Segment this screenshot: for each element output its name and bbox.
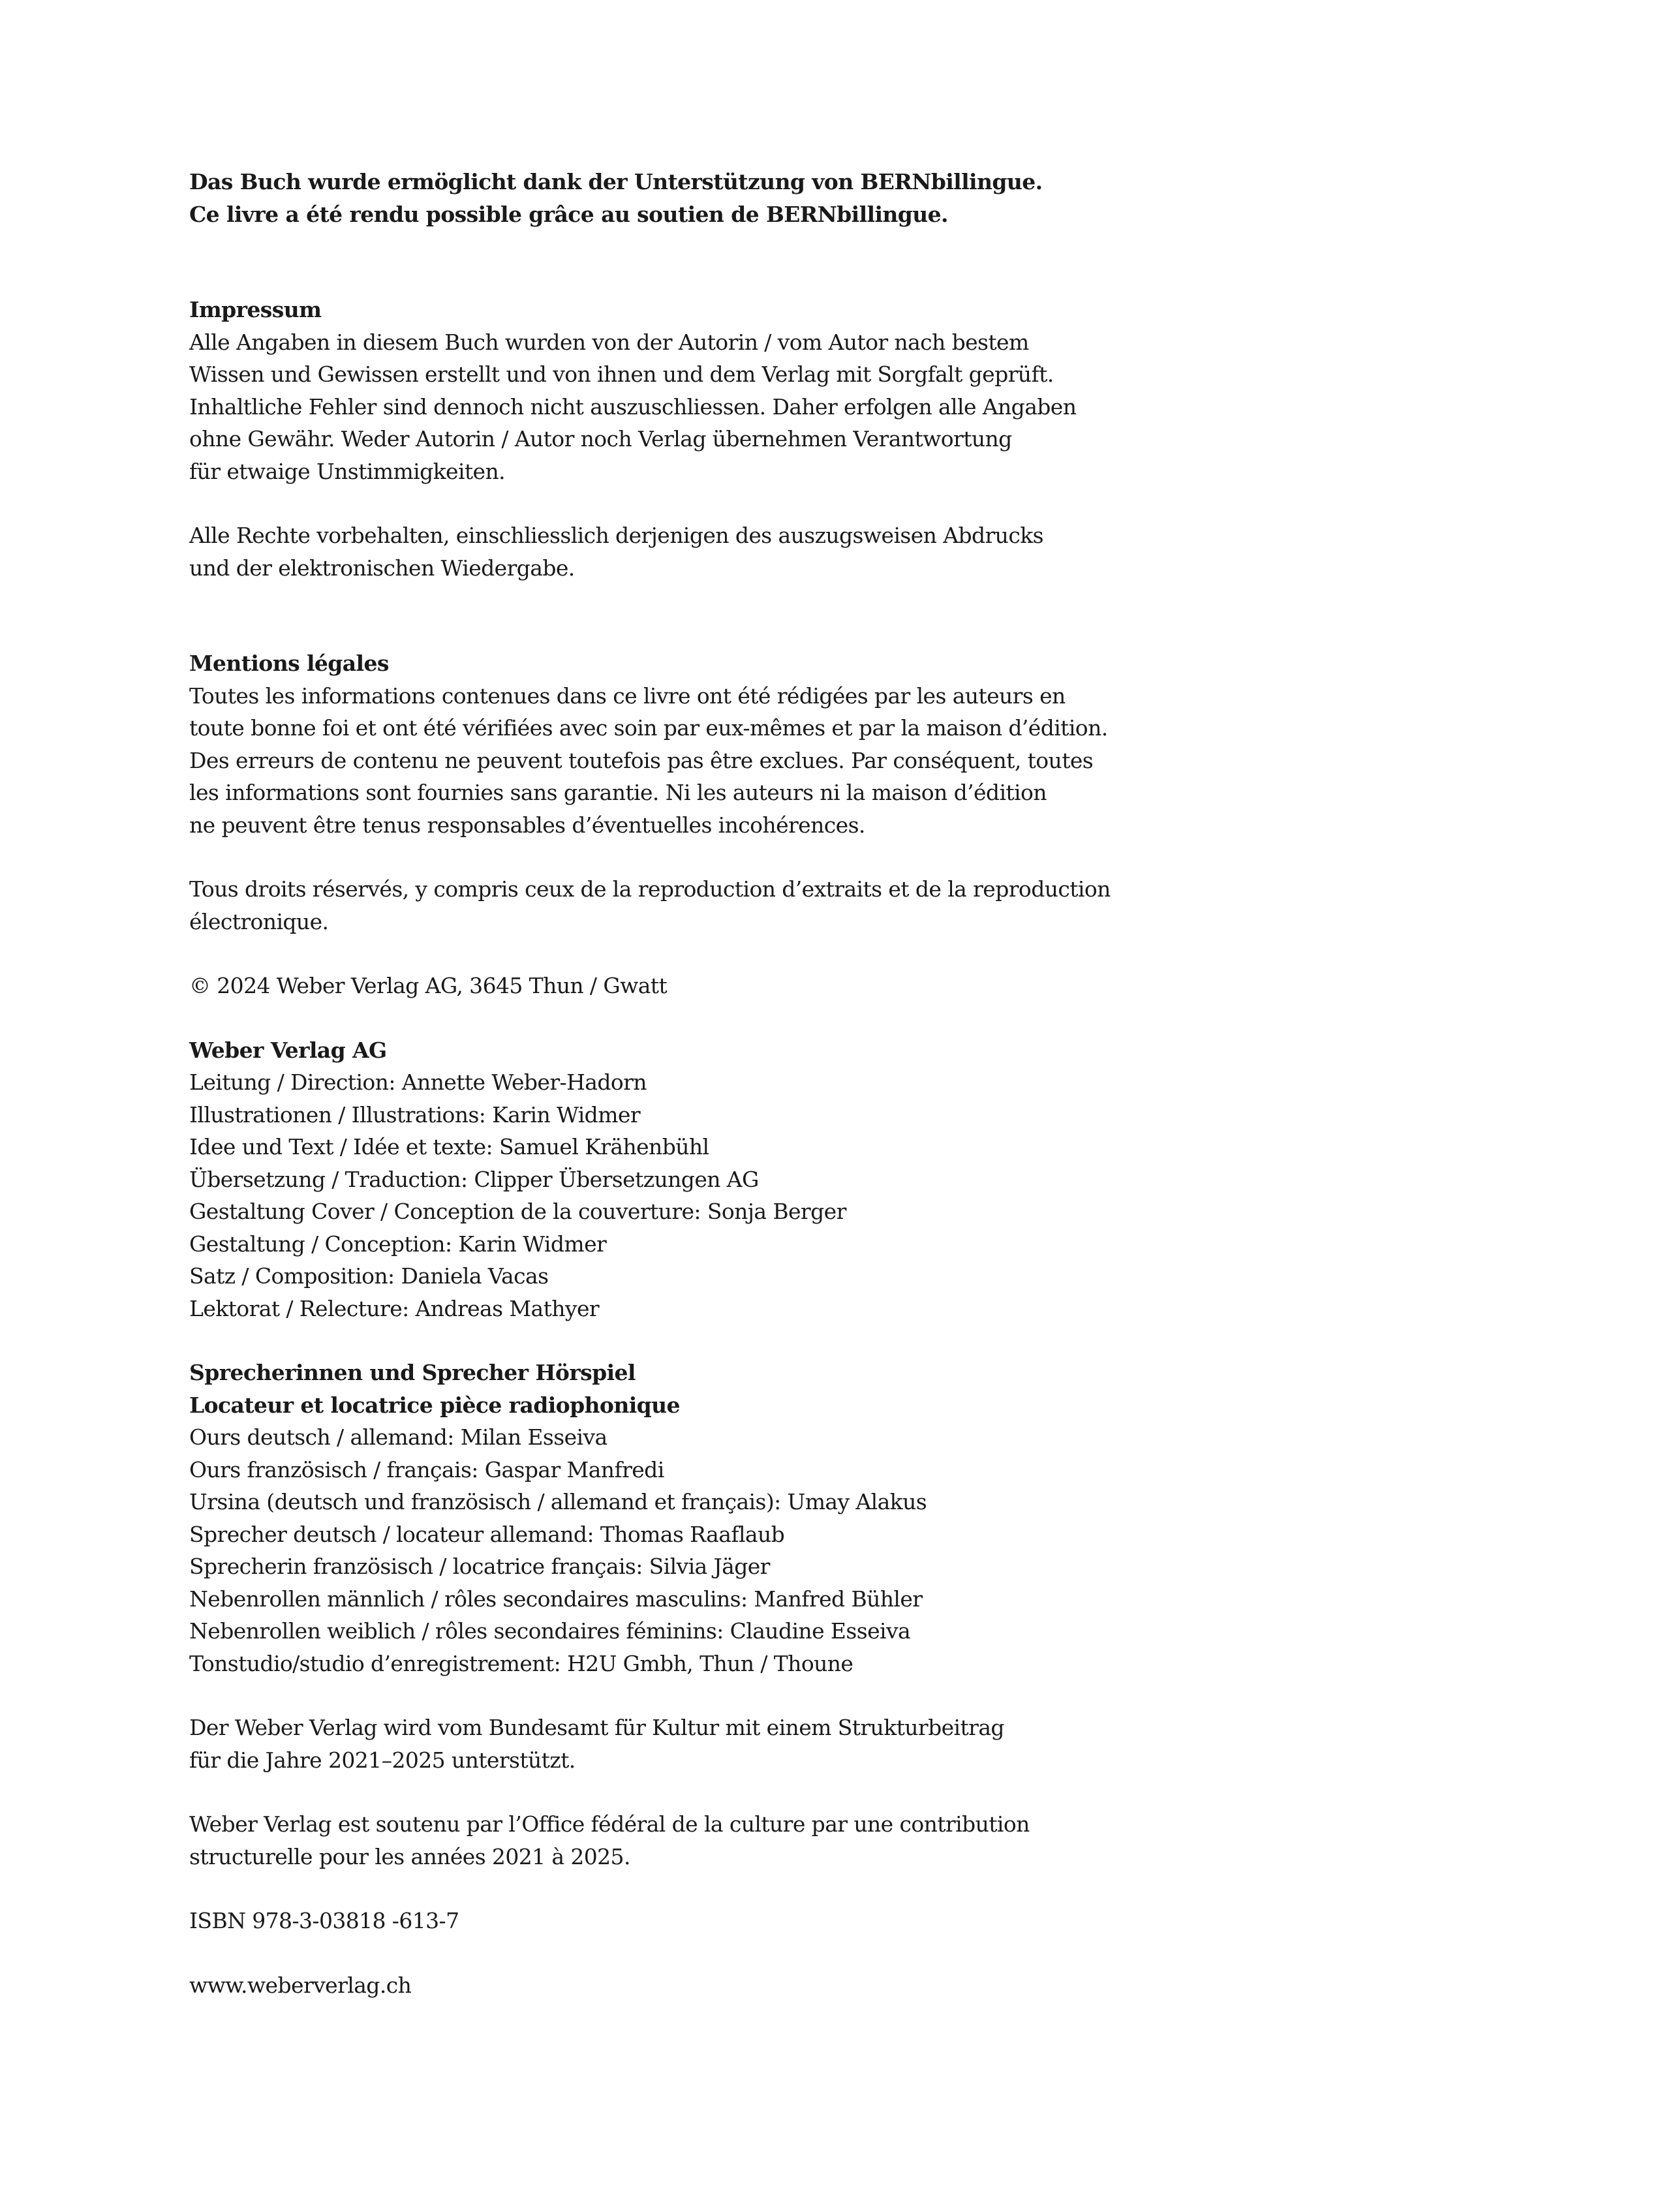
impressum-heading: Impressum [189,297,322,322]
impressum-section [189,294,1181,584]
credit-line: Ours deutsch / allemand: Milan Esseiva [189,1424,607,1450]
speakers-section [189,1357,1181,1680]
text-line: und der elektronischen Wiedergabe. [189,555,575,581]
text-line: Wissen und Gewissen erstellt und von ihnen und dem Verlag mit Sorgfalt geprüft. [189,361,1054,387]
text-line: Weber Verlag est soutenu par l’Office fédéral de la culture par une contribution [189,1811,1030,1837]
text-line: Des erreurs de contenu ne peuvent toutefois pas être exclues. Par conséquent, toutes [189,747,1094,773]
text-line: les informations sont fournies sans garantie. Ni les auteurs ni la maison d’édition [189,780,1047,805]
publisher-section [189,1034,1181,1325]
text-line: für die Jahre 2021–2025 unterstützt. [189,1747,576,1773]
publisher-heading: Weber Verlag AG [189,1037,387,1063]
text-line: Alle Rechte vorbehalten, einschliesslich derjenigen des auszugsweisen Abdrucks [189,523,1043,548]
mentions-heading: Mentions légales [189,651,389,676]
credit-line: Illustrationen / Illustrations: Karin Widmer [189,1101,640,1128]
credit-line: Nebenrollen männlich / rôles secondaires masculins: Manfred Bühler [189,1586,923,1612]
copyright-notice: © 2024 Weber Verlag AG, 3645 Thun / Gwatt [189,973,668,998]
text-line: Tous droits réservés, y compris ceux de la reproduction d’extraits et de la reproduction [189,876,1111,902]
isbn: ISBN 978-3-03818 -613-7 [189,1908,459,1933]
credit-line: Sprecherin französisch / locatrice français: Silvia Jäger [189,1554,770,1579]
imprint-page [189,166,1181,2001]
text-line: für etwaige Unstimmigkeiten. [189,458,506,484]
mentions-paragraph-1 [189,680,1181,842]
credit-line: Übersetzung / Traduction: Clipper Übersetzungen AG [189,1166,759,1192]
speakers-heading-de: Sprecherinnen und Sprecher Hörspiel [189,1360,636,1385]
credit-line: Idee und Text / Idée et texte: Samuel Krähenbühl [189,1134,709,1160]
mentions-paragraph-2 [189,873,1181,938]
support-line-de: Das Buch wurde ermöglicht dank der Unterstützung von BERNbillingue. [189,169,1043,194]
text-line: Der Weber Verlag wird vom Bundesamt für Kultur mit einem Strukturbeitrag [189,1715,1004,1740]
funding-statement-de [189,1712,1181,1776]
credit-line: Leitung / Direction: Annette Weber-Hadorn [189,1069,647,1095]
support-statement [189,166,1181,230]
text-line: Toutes les informations contenues dans ce livre ont été rédigées par les auteurs en [189,683,1066,709]
speakers-heading-fr: Locateur et locatrice pièce radiophonique [189,1392,680,1418]
text-line: ne peuvent être tenus responsables d’éventuelles incohérences. [189,812,865,838]
credit-line: Nebenrollen weiblich / rôles secondaires féminins: Claudine Esseiva [189,1618,911,1644]
text-line: électronique. [189,908,329,934]
credit-line: Tonstudio/studio d’enregistrement: H2U Gmbh, Thun / Thoune [189,1650,853,1676]
impressum-paragraph-1 [189,326,1181,488]
credit-line: Gestaltung Cover / Conception de la couverture: Sonja Berger [189,1199,846,1224]
credit-line: Sprecher deutsch / locateur allemand: Thomas Raaflaub [189,1521,785,1547]
text-line: ohne Gewähr. Weder Autorin / Autor noch Verlag übernehmen Verantwortung [189,426,1012,452]
mentions-section [189,647,1181,938]
credit-line: Ursina (deutsch und französisch / allemand et français): Umay Alakus [189,1489,927,1514]
credit-line: Ours französisch / français: Gaspar Manfredi [189,1456,664,1482]
impressum-paragraph-2 [189,519,1181,584]
credit-line: Gestaltung / Conception: Karin Widmer [189,1231,607,1257]
text-line: Inhaltliche Fehler sind dennoch nicht auszuschliessen. Daher erfolgen alle Angaben [189,393,1077,420]
text-line: structurelle pour les années 2021 à 2025. [189,1843,630,1869]
credit-line: Satz / Composition: Daniela Vacas [189,1263,549,1289]
credit-line: Lektorat / Relecture: Andreas Mathyer [189,1295,600,1321]
website-link[interactable]: www.weberverlag.ch [189,1972,412,1998]
text-line: toute bonne foi et ont été vérifiées avec soin par eux-mêmes et par la maison d’édition. [189,715,1108,741]
funding-statement-fr [189,1808,1181,1873]
text-line: Alle Angaben in diesem Buch wurden von der Autorin / vom Autor nach bestem [189,329,1029,355]
support-line-fr: Ce livre a été rendu possible grâce au soutien de BERNbillingue. [189,201,948,227]
